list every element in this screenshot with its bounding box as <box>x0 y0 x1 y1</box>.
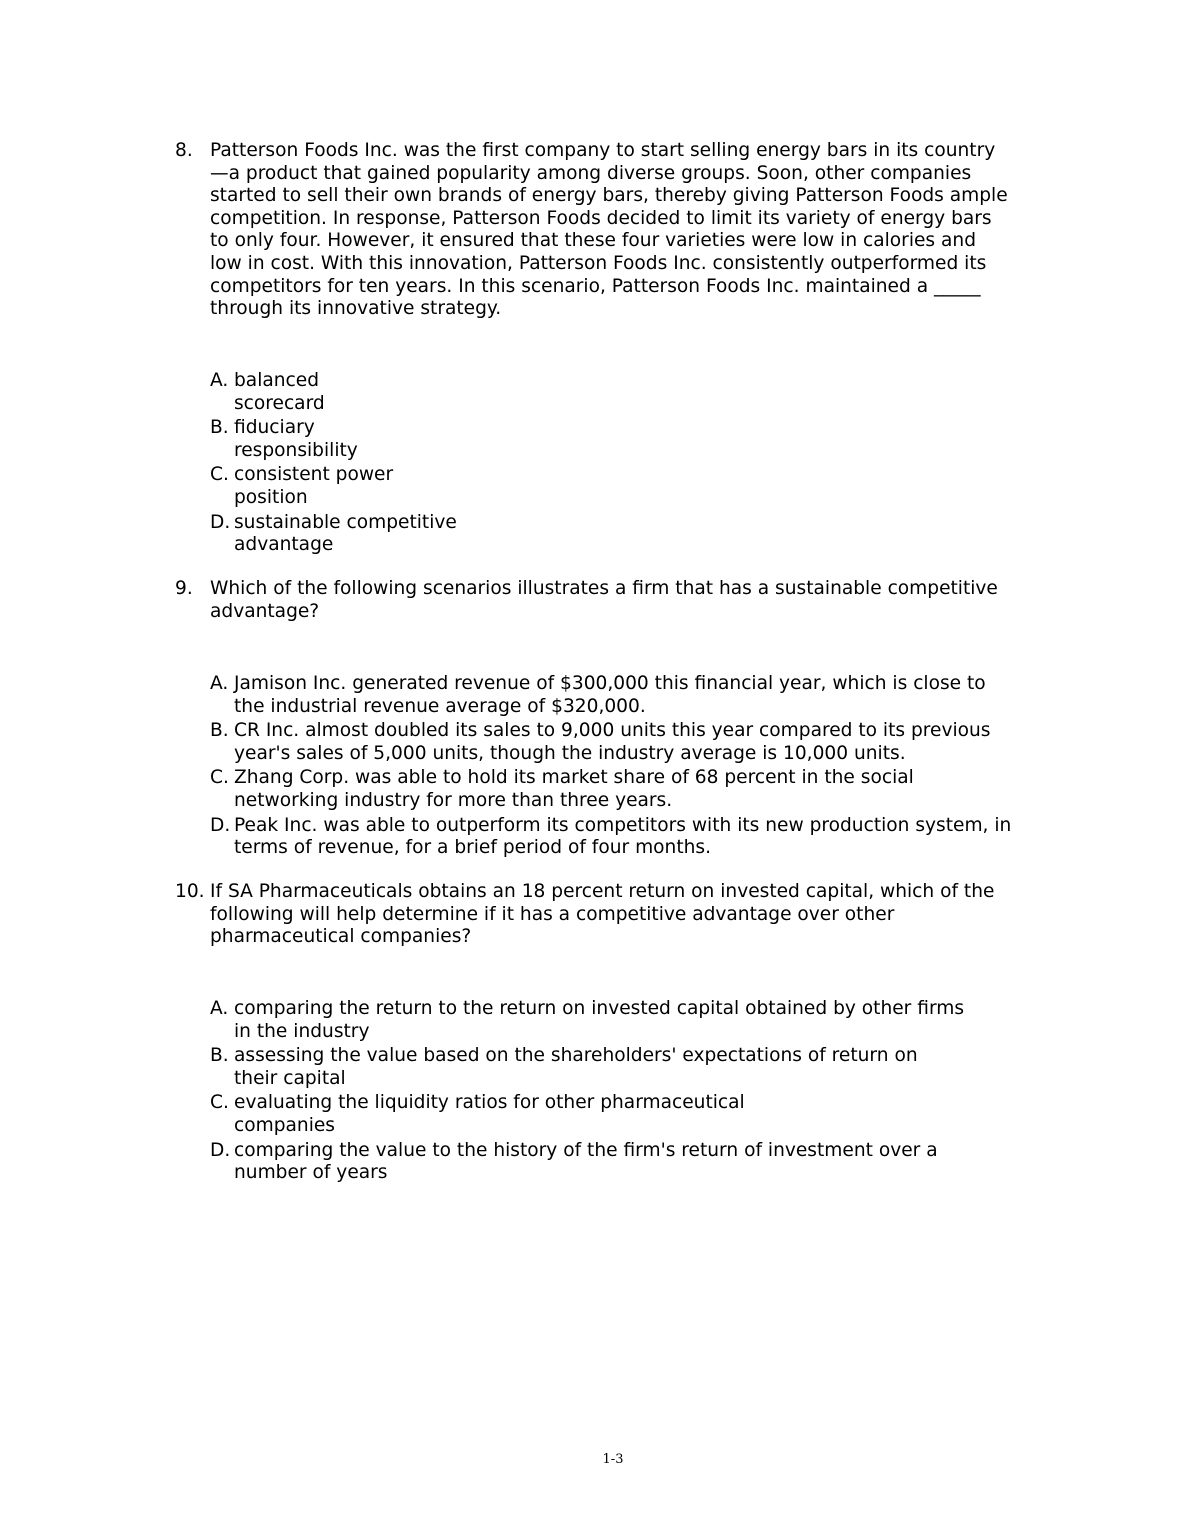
option-line: Zhang Corp. was able to hold its market share of 68 percent in the social <box>234 767 914 789</box>
option-line: Jamison Inc. generated revenue of $300,000 this financial year, which is close to <box>234 673 986 694</box>
question-number: 10. <box>175 881 205 902</box>
question-number: 9. <box>175 578 193 599</box>
option-line: responsibility <box>234 439 358 461</box>
option-line: networking industry for more than three years. <box>234 789 673 811</box>
question-line: started to sell their own brands of energy bars, thereby giving Patterson Foods ample <box>210 185 1008 207</box>
question-line: competition. In response, Patterson Foods decided to limit its variety of energy bars <box>210 207 992 229</box>
question-line: —a product that gained popularity among diverse groups. Soon, other companies <box>210 162 972 184</box>
option-letter: D. <box>210 814 231 836</box>
option-line: consistent power <box>234 464 394 486</box>
option-line: scorecard <box>234 392 325 414</box>
option-letter: C. <box>210 464 229 486</box>
question-8 <box>175 140 1075 321</box>
option-letter: D. <box>210 1139 231 1161</box>
option-c <box>210 1092 964 1137</box>
option-a <box>210 370 457 415</box>
option-line: sustainable competitive <box>234 511 457 533</box>
question-line: through its innovative strategy. <box>210 298 502 320</box>
option-line: the industrial revenue average of $320,000. <box>234 695 646 717</box>
option-letter: D. <box>210 511 231 533</box>
option-letter: A. <box>210 673 229 694</box>
option-line: CR Inc. almost doubled its sales to 9,000 units this year compared to its previous <box>234 720 991 742</box>
option-line: comparing the return to the return on invested capital obtained by other firms <box>234 998 965 1019</box>
option-letter: B. <box>210 417 229 439</box>
question-line: Patterson Foods Inc. was the first company to start selling energy bars in its country <box>210 140 996 161</box>
option-b <box>210 1045 964 1090</box>
option-letter: B. <box>210 1045 229 1067</box>
question-line: competitors for ten years. In this scenario, Patterson Foods Inc. maintained a _____ <box>210 275 981 297</box>
option-d <box>210 512 457 557</box>
option-c <box>210 464 457 509</box>
question-line: to only four. However, it ensured that these four varieties were low in calories and <box>210 230 977 252</box>
option-letter: A. <box>210 998 229 1019</box>
option-letter: C. <box>210 767 229 789</box>
option-line: companies <box>234 1114 335 1136</box>
option-line: assessing the value based on the shareholders' expectations of return on <box>234 1045 918 1067</box>
question-line: pharmaceutical companies? <box>210 926 472 948</box>
option-c <box>210 767 1011 812</box>
page-number: 1-3 <box>602 1452 624 1467</box>
option-a <box>210 673 1011 718</box>
option-letter: C. <box>210 1092 229 1114</box>
question-9 <box>175 578 1075 623</box>
option-line: evaluating the liquidity ratios for other pharmaceutical <box>234 1092 745 1114</box>
option-b <box>210 417 457 462</box>
question-9-options <box>210 673 1011 862</box>
option-line: number of years <box>234 1162 388 1184</box>
option-line: balanced <box>234 370 320 391</box>
question-10-options <box>210 998 964 1187</box>
option-letter: A. <box>210 370 229 391</box>
option-line: their capital <box>234 1067 346 1089</box>
option-line: terms of revenue, for a brief period of four months. <box>234 837 712 859</box>
question-line: Which of the following scenarios illustrates a firm that has a sustainable competitive <box>210 578 998 599</box>
option-a <box>210 998 964 1043</box>
option-line: advantage <box>234 534 334 556</box>
option-line: fiduciary <box>234 417 315 439</box>
option-d <box>210 815 1011 860</box>
option-letter: B. <box>210 720 229 742</box>
option-b <box>210 720 1011 765</box>
question-10 <box>175 881 1075 949</box>
question-text <box>210 140 1075 321</box>
option-line: Peak Inc. was able to outperform its competitors with its new production system, in <box>234 814 1012 836</box>
question-text <box>210 881 1075 949</box>
question-line: If SA Pharmaceuticals obtains an 18 percent return on invested capital, which of the <box>210 881 995 902</box>
option-d <box>210 1140 964 1185</box>
option-line: year's sales of 5,000 units, though the industry average is 10,000 units. <box>234 742 906 764</box>
option-line: comparing the value to the history of the firm's return of investment over a <box>234 1139 938 1161</box>
option-line: position <box>234 486 308 508</box>
question-number: 8. <box>175 140 193 161</box>
option-line: in the industry <box>234 1020 370 1042</box>
question-line: low in cost. With this innovation, Patterson Foods Inc. consistently outperformed its <box>210 252 987 274</box>
question-line: following will help determine if it has a competitive advantage over other <box>210 903 895 925</box>
question-line: advantage? <box>210 600 320 622</box>
question-text <box>210 578 1075 623</box>
question-8-options <box>210 370 457 559</box>
